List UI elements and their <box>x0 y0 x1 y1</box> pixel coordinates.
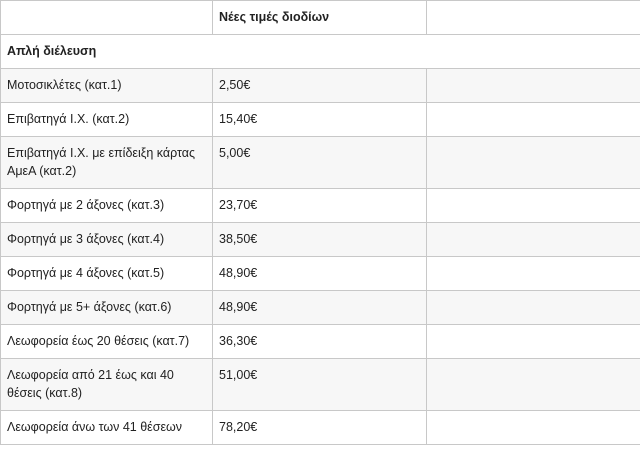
table-row <box>1 103 640 137</box>
section-row <box>1 35 640 69</box>
table-row <box>1 325 640 359</box>
table-row <box>1 257 640 291</box>
toll-price: 48,90€ <box>213 291 427 325</box>
table-header-row <box>1 1 640 35</box>
toll-price: 48,90€ <box>213 257 427 291</box>
toll-price: 36,30€ <box>213 325 427 359</box>
extra-cell <box>427 103 640 137</box>
extra-cell <box>427 189 640 223</box>
vehicle-category: Φορτηγά με 3 άξονες (κατ.4) <box>1 223 213 257</box>
vehicle-category: Φορτηγά με 2 άξονες (κατ.3) <box>1 189 213 223</box>
toll-price: 51,00€ <box>213 359 427 411</box>
extra-cell <box>427 411 640 445</box>
header-cell-extra <box>427 1 640 35</box>
vehicle-category: Επιβατηγά Ι.Χ. με επίδειξη κάρτας ΑμεΑ (κατ.2) <box>1 137 213 189</box>
vehicle-category: Επιβατηγά Ι.Χ. (κατ.2) <box>1 103 213 137</box>
vehicle-category: Φορτηγά με 5+ άξονες (κατ.6) <box>1 291 213 325</box>
toll-price: 38,50€ <box>213 223 427 257</box>
toll-price: 78,20€ <box>213 411 427 445</box>
header-cell-price: Νέες τιμές διοδίων <box>213 1 427 35</box>
toll-price: 15,40€ <box>213 103 427 137</box>
extra-cell <box>427 69 640 103</box>
table-row <box>1 189 640 223</box>
table-row <box>1 223 640 257</box>
table-row <box>1 291 640 325</box>
vehicle-category: Λεωφορεία από 21 έως και 40 θέσεις (κατ.8) <box>1 359 213 411</box>
toll-price: 5,00€ <box>213 137 427 189</box>
vehicle-category: Λεωφορεία έως 20 θέσεις (κατ.7) <box>1 325 213 359</box>
table-row <box>1 411 640 445</box>
extra-cell <box>427 137 640 189</box>
vehicle-category: Λεωφορεία άνω των 41 θέσεων <box>1 411 213 445</box>
section-title: Απλή διέλευση <box>1 35 640 69</box>
vehicle-category: Φορτηγά με 4 άξονες (κατ.5) <box>1 257 213 291</box>
table-row <box>1 69 640 103</box>
extra-cell <box>427 257 640 291</box>
extra-cell <box>427 359 640 411</box>
toll-price: 23,70€ <box>213 189 427 223</box>
header-cell-category <box>1 1 213 35</box>
toll-price: 2,50€ <box>213 69 427 103</box>
vehicle-category: Μοτοσικλέτες (κατ.1) <box>1 69 213 103</box>
table-row <box>1 359 640 411</box>
extra-cell <box>427 223 640 257</box>
extra-cell <box>427 291 640 325</box>
table-row <box>1 137 640 189</box>
extra-cell <box>427 325 640 359</box>
